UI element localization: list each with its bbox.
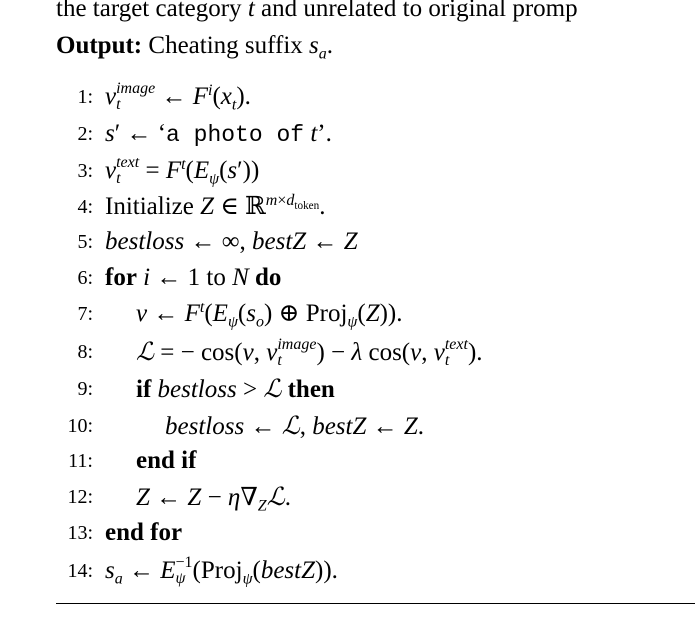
output-variable: $s_a$ xyxy=(309,32,327,63)
line-number: 2: xyxy=(77,123,93,145)
line-body: ℒ = − cos(v, v image t ) − λ cos(v, v text t ). xyxy=(136,336,483,370)
line-number: 4: xyxy=(77,196,93,218)
line-body: Initialize Z ∈ ℝ$^{m\times d_{token}}$. xyxy=(105,192,326,220)
line-body: v ← $F^t(E_\psi(s_o)$ ⊕ Proj$_\psi$(Z)). xyxy=(136,299,403,331)
target-variable: t xyxy=(247,0,255,22)
line-number: 1: xyxy=(77,86,93,108)
line-number: 9: xyxy=(77,378,93,400)
line-number: 12: xyxy=(67,486,93,508)
line-body: bestloss ← ∞, bestZ ← Z xyxy=(105,228,358,255)
algorithm-line-1 xyxy=(0,79,695,115)
line-body: v image t ← $F^i(x_t)$. xyxy=(105,80,251,114)
algorithm-line-6 xyxy=(0,260,695,296)
algorithm-line-11 xyxy=(0,443,695,479)
line-body: v text t = $F^t(E_\psi(s'))$ xyxy=(105,154,260,188)
line-body: for i ← 1 to N do xyxy=(105,264,282,291)
algorithm-line-3 xyxy=(0,153,695,189)
algorithm-line-4 xyxy=(0,189,695,225)
intro-text-cont: and unrelated to original promp xyxy=(261,0,578,22)
algorithm-line-2 xyxy=(0,116,695,152)
line-body: end for xyxy=(105,519,183,546)
algorithm-line-13 xyxy=(0,515,695,551)
intro-line xyxy=(56,0,578,24)
algorithm-line-7 xyxy=(0,296,695,332)
line-body: bestloss ← ℒ, bestZ ← Z. xyxy=(165,411,425,440)
line-number: 11: xyxy=(68,450,93,472)
line-body: s′ ← ‘a photo of t’. xyxy=(105,120,332,148)
line-number: 3: xyxy=(77,160,93,182)
line-body: Z ← $Z - \eta\nabla_Zℒ$. xyxy=(136,482,291,515)
line-number: 10: xyxy=(67,415,93,437)
output-label: Output: xyxy=(56,32,143,59)
algorithm-line-14 xyxy=(0,553,695,589)
line-number: 7: xyxy=(77,303,93,325)
bottom-rule xyxy=(56,603,695,604)
intro-text: the target category xyxy=(56,0,242,22)
line-number: 6: xyxy=(77,267,93,289)
output-description: Cheating suffix xyxy=(148,32,303,59)
output-line: Output: Cheating suffix $s_a$. xyxy=(56,32,334,63)
line-number: 13: xyxy=(67,522,93,544)
line-number: 5: xyxy=(77,231,93,253)
line-number: 8: xyxy=(77,341,93,363)
algorithm-line-5 xyxy=(0,224,695,260)
line-body: if bestloss > ℒ then xyxy=(136,374,335,403)
algorithm-line-9 xyxy=(0,371,695,407)
line-body: $s_a$ ← E −1 ψ (Proj$_\psi$(bestZ)). xyxy=(105,554,338,588)
algorithm-line-8 xyxy=(0,334,695,370)
line-number: 14: xyxy=(67,560,93,582)
prompt-string: a photo of xyxy=(166,122,305,148)
algorithm-line-12 xyxy=(0,479,695,515)
line-body: end if xyxy=(136,447,197,474)
algorithm-line-10 xyxy=(0,408,695,444)
